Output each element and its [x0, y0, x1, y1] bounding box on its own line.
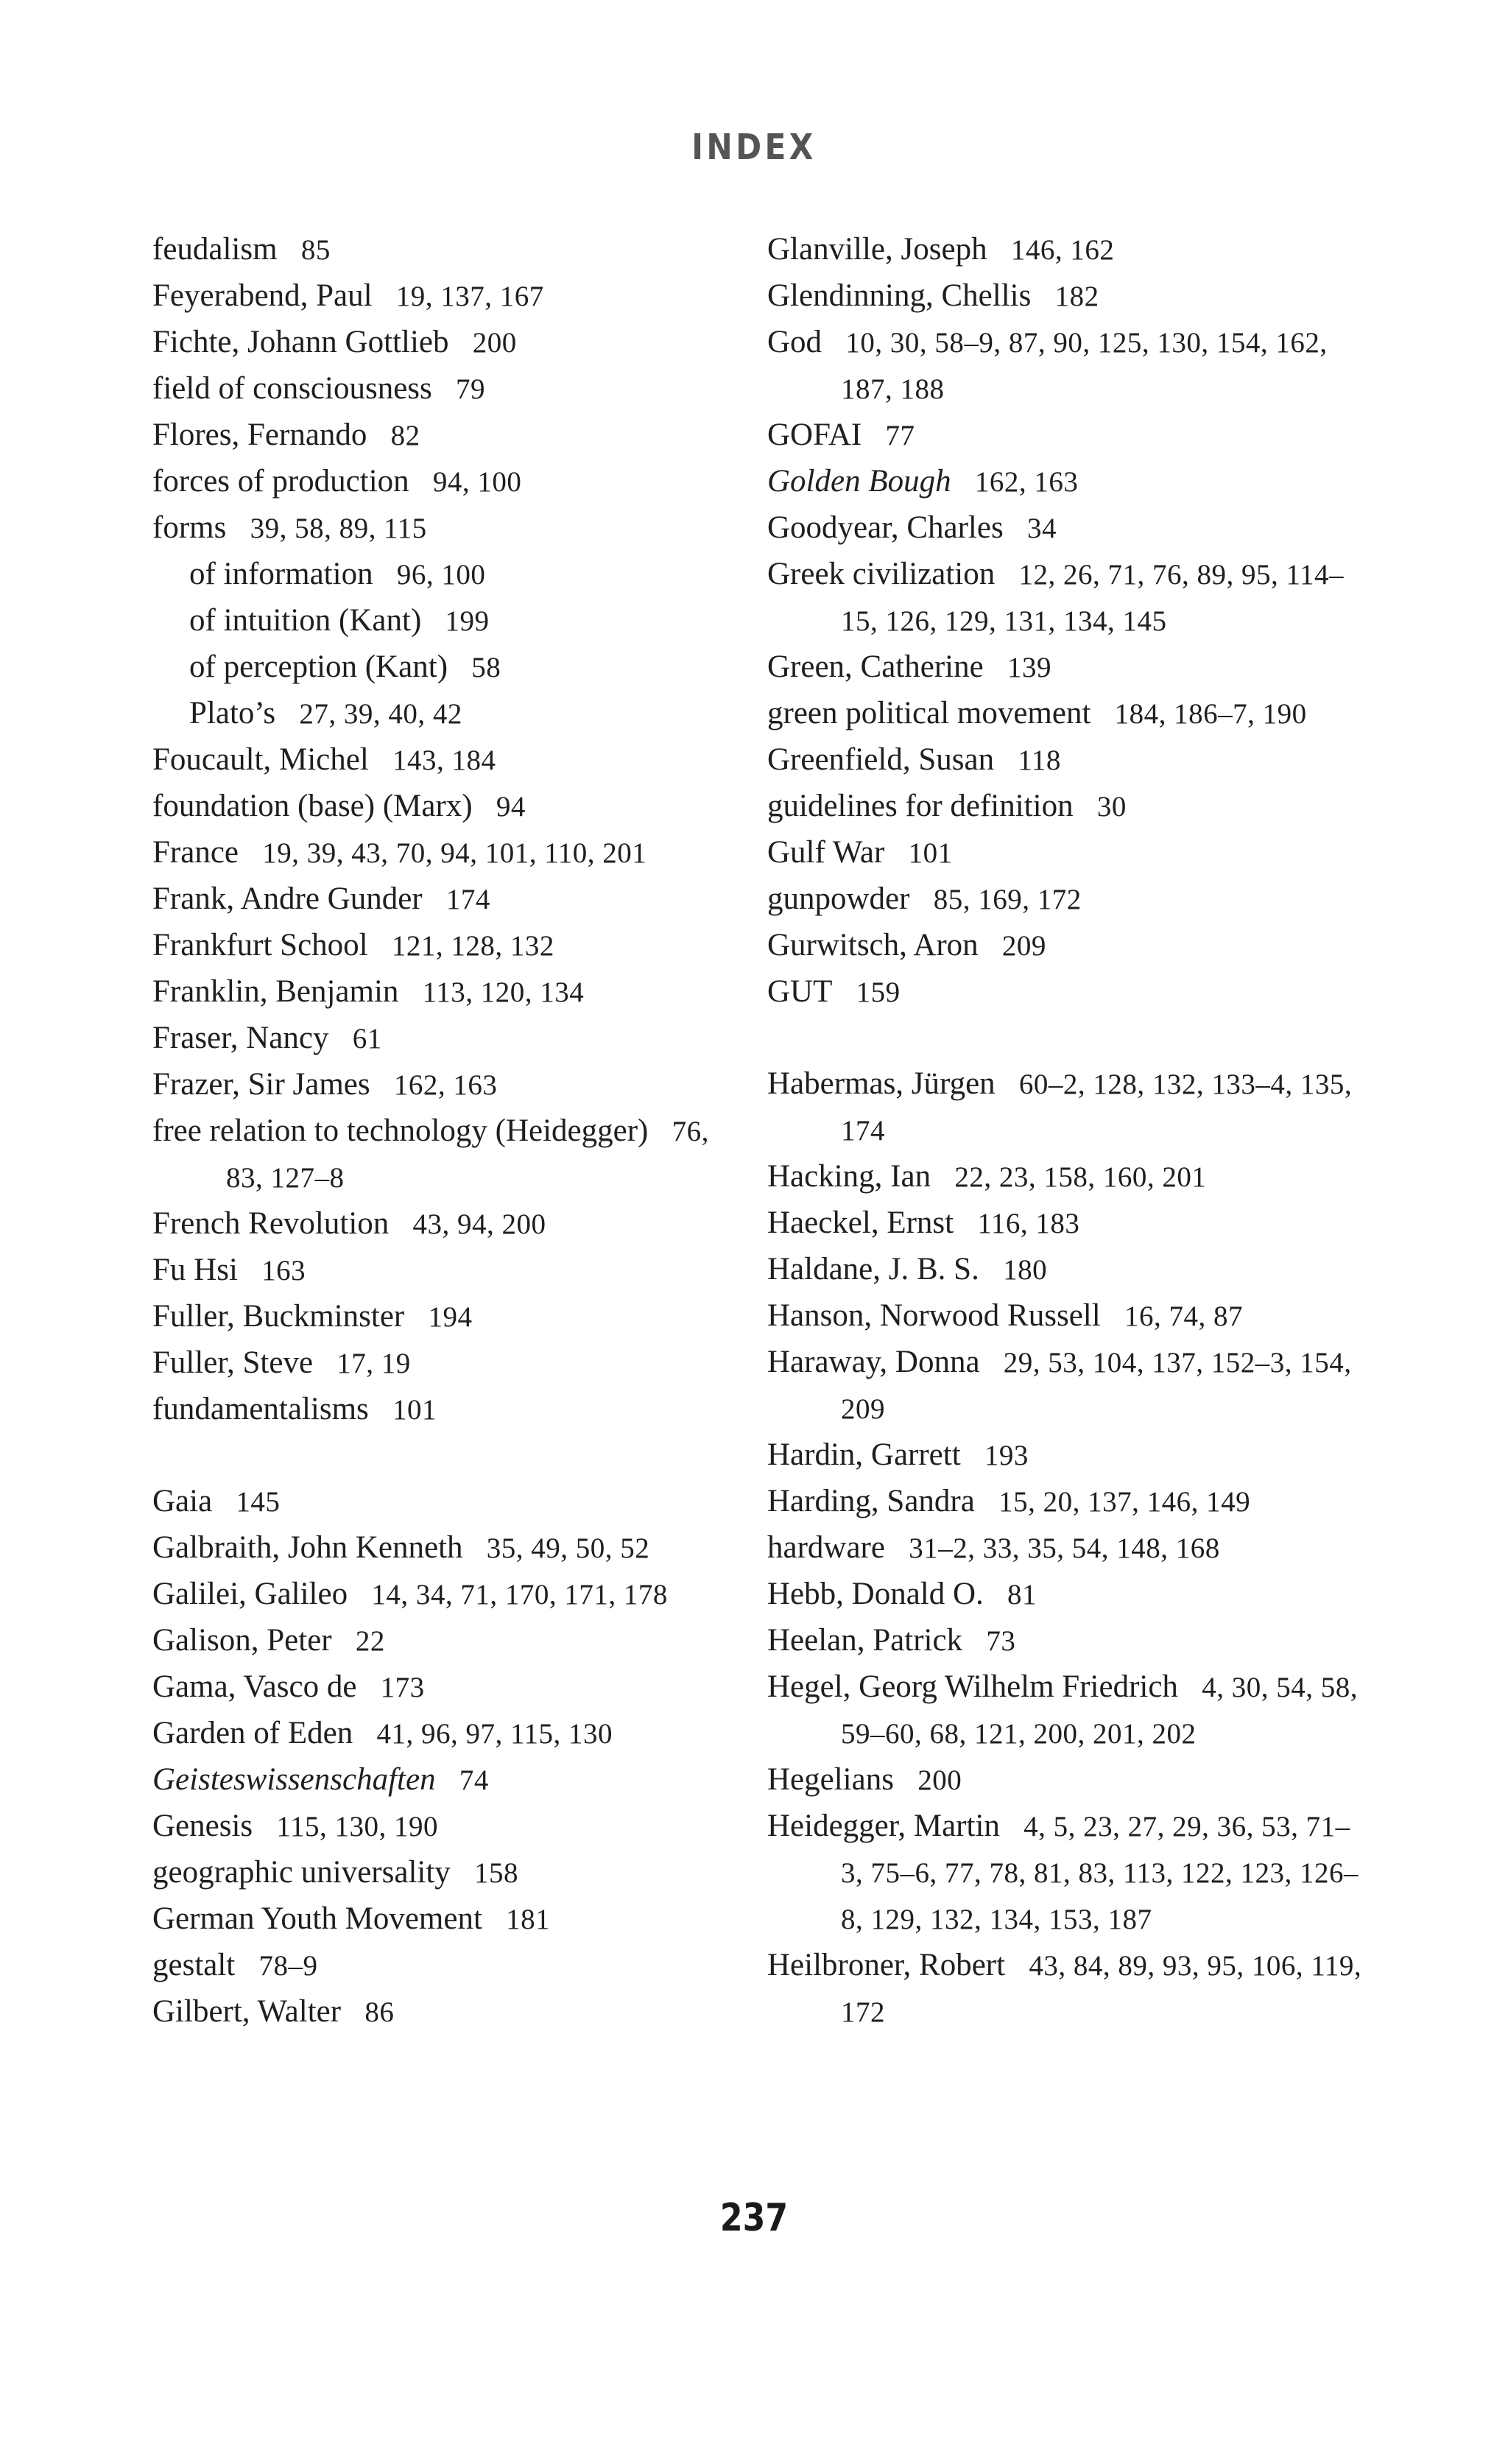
index-page-refs: 77: [885, 420, 915, 451]
index-page-refs: 194: [428, 1301, 473, 1333]
index-page-refs: 73: [986, 1625, 1016, 1657]
index-entry: [152, 1757, 734, 1803]
index-page-refs: 79: [456, 373, 486, 405]
index-entry: [767, 691, 1364, 737]
index-page-refs: 82: [390, 420, 420, 451]
index-page-refs: 181: [506, 1904, 551, 1935]
index-entry: [767, 1757, 1364, 1803]
index-page-refs: 101: [392, 1394, 437, 1426]
index-entry: [767, 1664, 1364, 1757]
index-entry: [767, 969, 1364, 1015]
index-page-refs: 61: [352, 1023, 382, 1055]
index-term: Fuller, Steve: [152, 1345, 314, 1380]
index-page-refs: 200: [472, 327, 517, 359]
index-page-refs: 173: [380, 1672, 425, 1703]
index-term: fundamentalisms: [152, 1392, 369, 1426]
index-entry: [152, 1803, 734, 1850]
index-page-refs: 113, 120, 134: [422, 976, 585, 1008]
index-term: Gama, Vasco de: [152, 1669, 357, 1704]
index-entry: [767, 412, 1364, 459]
index-entry: [152, 1201, 734, 1247]
index-entry: [767, 1247, 1364, 1293]
index-entry: [152, 1664, 734, 1711]
index-term: Hardin, Garrett: [767, 1437, 961, 1472]
index-page-refs: 146, 162: [1010, 234, 1115, 266]
index-term: GOFAI: [767, 418, 862, 452]
index-term: GUT: [767, 974, 833, 1009]
index-term: Harding, Sandra: [767, 1484, 975, 1518]
index-term: Hacking, Ian: [767, 1159, 931, 1194]
index-term: Haeckel, Ernst: [767, 1205, 954, 1240]
index-entry: [767, 552, 1364, 644]
index-term: Geisteswissenschaften: [152, 1762, 436, 1797]
index-subentry: [152, 691, 734, 737]
index-entry: [767, 1061, 1364, 1154]
index-entry: [152, 366, 734, 412]
index-entry: [767, 1293, 1364, 1340]
index-term: Plato’s: [189, 696, 276, 731]
index-term: Foucault, Michel: [152, 742, 369, 777]
index-term: Heelan, Patrick: [767, 1623, 963, 1658]
index-term: Hegelians: [767, 1762, 894, 1797]
index-page-refs: 209: [1001, 930, 1046, 962]
index-page-refs: 14, 34, 71, 170, 171, 178: [371, 1579, 668, 1611]
index-term: Goodyear, Charles: [767, 510, 1004, 545]
index-term: Galison, Peter: [152, 1623, 332, 1658]
index-column-right: [767, 227, 1364, 2035]
index-term: Glanville, Joseph: [767, 232, 987, 267]
index-entry: [767, 1479, 1364, 1525]
index-entry: [767, 320, 1364, 412]
index-page-refs: 43, 84, 89, 93, 95, 106, 119, 172: [841, 1950, 1362, 2028]
index-page-refs: 174: [445, 884, 490, 915]
index-page-refs: 116, 183: [977, 1208, 1080, 1239]
index-term: foundation (base) (Marx): [152, 789, 473, 823]
index-page-refs: 163: [261, 1255, 306, 1286]
index-page-refs: 39, 58, 89, 115: [250, 513, 427, 544]
index-page-refs: 43, 94, 200: [412, 1208, 546, 1240]
index-term: Frank, Andre Gunder: [152, 881, 423, 916]
index-page-refs: 78–9: [258, 1950, 318, 1982]
index-entry: [767, 1154, 1364, 1200]
index-entry: [767, 830, 1364, 876]
index-page-refs: 81: [1007, 1579, 1037, 1611]
letter-group-gap: [767, 1015, 1364, 1061]
index-entry: [152, 1294, 734, 1340]
index-page-refs: 162, 163: [974, 466, 1079, 498]
index-term: field of consciousness: [152, 371, 432, 406]
index-term: of perception (Kant): [189, 650, 448, 684]
index-page-refs: 139: [1007, 652, 1051, 683]
index-term: forces of production: [152, 464, 409, 499]
index-page-refs: 96, 100: [396, 559, 486, 591]
index-entry: [152, 830, 734, 876]
index-entry: [767, 1803, 1364, 1943]
index-entry: [767, 737, 1364, 784]
index-term: forms: [152, 510, 227, 545]
index-entry: [767, 1943, 1364, 2035]
index-entry: [152, 1479, 734, 1525]
index-term: Gurwitsch, Aron: [767, 928, 979, 962]
index-page-refs: 29, 53, 104, 137, 152–3, 154, 209: [841, 1347, 1352, 1425]
index-page-refs: 101: [908, 837, 953, 869]
index-entry: [152, 505, 734, 552]
index-term: Fu Hsi: [152, 1253, 238, 1287]
index-page-refs: 94: [496, 791, 526, 823]
index-page-refs: 180: [1003, 1254, 1048, 1286]
index-entry: [152, 784, 734, 830]
index-page-refs: 4, 5, 23, 27, 29, 36, 53, 71–3, 75–6, 77, 78, 81, 83, 113, 122, 123, 126–8, 129, 132, 134, 153, 187: [841, 1811, 1359, 1935]
index-entry: [767, 1618, 1364, 1664]
index-page-refs: 34: [1026, 513, 1057, 544]
index-term: guidelines for definition: [767, 789, 1074, 823]
index-page-refs: 17, 19: [337, 1348, 411, 1379]
index-page-refs: 16, 74, 87: [1124, 1300, 1243, 1332]
index-page-refs: 143, 184: [392, 745, 496, 776]
index-entry: [152, 1340, 734, 1387]
index-term: Heilbroner, Robert: [767, 1948, 1006, 1982]
index-term: Hegel, Georg Wilhelm Friedrich: [767, 1669, 1178, 1704]
index-term: Franklin, Benjamin: [152, 974, 399, 1009]
index-term: gestalt: [152, 1948, 236, 1982]
index-page-refs: 31–2, 33, 35, 54, 148, 168: [909, 1532, 1220, 1564]
index-entry: [152, 1896, 734, 1943]
index-page-refs: 85: [300, 234, 331, 266]
index-term: green political movement: [767, 696, 1091, 731]
index-term: Haldane, J. B. S.: [767, 1252, 979, 1286]
letter-group-gap: [152, 1433, 734, 1479]
index-entry: [152, 1525, 734, 1571]
index-term: hardware: [767, 1530, 885, 1565]
index-term: feudalism: [152, 232, 278, 267]
index-entry: [767, 923, 1364, 969]
index-term: Hanson, Norwood Russell: [767, 1298, 1101, 1333]
index-page-refs: 74: [459, 1764, 489, 1796]
index-entry: [767, 459, 1364, 505]
index-page-refs: 4, 30, 54, 58, 59–60, 68, 121, 200, 201, 202: [841, 1672, 1358, 1750]
index-term: of information: [189, 557, 373, 591]
index-page-refs: 35, 49, 50, 52: [486, 1532, 650, 1564]
index-term: Fuller, Buckminster: [152, 1299, 405, 1334]
index-page-refs: 22: [355, 1625, 385, 1657]
index-page-refs: 193: [984, 1440, 1029, 1471]
index-entry: [152, 227, 734, 273]
index-term: Flores, Fernando: [152, 418, 367, 452]
index-entry: [152, 1015, 734, 1062]
index-subentry: [152, 552, 734, 598]
index-page-refs: 15, 20, 137, 146, 149: [998, 1486, 1251, 1518]
index-term: Haraway, Donna: [767, 1345, 980, 1379]
index-term: Glendinning, Chellis: [767, 278, 1032, 313]
index-page-refs: 159: [856, 976, 901, 1008]
index-term: Garden of Eden: [152, 1716, 353, 1750]
index-term: free relation to technology (Heidegger): [152, 1113, 649, 1148]
index-term: geographic universality: [152, 1855, 451, 1890]
index-entry: [152, 1247, 734, 1294]
index-term: Feyerabend, Paul: [152, 278, 373, 313]
index-entry: [767, 876, 1364, 923]
index-term: Galilei, Galileo: [152, 1577, 348, 1611]
index-page-refs: 118: [1018, 745, 1061, 776]
index-term: Greenfield, Susan: [767, 742, 995, 777]
index-page-refs: 30: [1096, 791, 1127, 823]
index-entry: [152, 1989, 734, 2035]
index-entry: [152, 969, 734, 1015]
index-page-refs: 12, 26, 71, 76, 89, 95, 114–15, 126, 129, 131, 134, 145: [841, 559, 1345, 637]
index-term: Genesis: [152, 1809, 253, 1843]
index-entry: [152, 1387, 734, 1433]
index-term: Gilbert, Walter: [152, 1994, 342, 2029]
index-term: Fraser, Nancy: [152, 1021, 329, 1055]
index-subentry: [152, 644, 734, 691]
index-entry: [152, 459, 734, 505]
index-term: Gaia: [152, 1484, 213, 1518]
index-term: Heidegger, Martin: [767, 1809, 1000, 1843]
index-page-refs: 10, 30, 58–9, 87, 90, 125, 130, 154, 162, 187, 188: [841, 327, 1328, 405]
index-term: Golden Bough: [767, 464, 951, 499]
index-entry: [767, 1571, 1364, 1618]
page-number: 237: [719, 2196, 789, 2240]
index-page-refs: 162, 163: [393, 1069, 498, 1101]
index-term: Habermas, Jürgen: [767, 1066, 996, 1101]
index-page-refs: 115, 130, 190: [276, 1811, 438, 1842]
index-entry: [152, 876, 734, 923]
index-term: Hebb, Donald O.: [767, 1577, 984, 1611]
index-term: France: [152, 835, 239, 870]
index-page-refs: 158: [474, 1857, 519, 1889]
index-term: God: [767, 325, 822, 359]
index-entry: [152, 737, 734, 784]
index-term: French Revolution: [152, 1206, 390, 1241]
index-entry: [767, 273, 1364, 320]
index-page-refs: 19, 39, 43, 70, 94, 101, 110, 201: [262, 837, 647, 869]
index-page-refs: 199: [445, 605, 490, 637]
index-page-refs: 85, 169, 172: [933, 884, 1082, 915]
index-page-refs: 41, 96, 97, 115, 130: [376, 1718, 613, 1750]
index-entry: [767, 227, 1364, 273]
index-page-refs: 86: [364, 1996, 395, 2028]
index-entry: [152, 1850, 734, 1896]
index-entry: [767, 505, 1364, 552]
index-term: Greek civilization: [767, 557, 996, 591]
index-entry: [152, 1108, 734, 1201]
index-entry: [152, 923, 734, 969]
index-entry: [767, 644, 1364, 691]
index-page-refs: 145: [236, 1486, 281, 1518]
index-entry: [152, 1711, 734, 1757]
index-entry: [767, 1200, 1364, 1247]
index-page-refs: 58: [471, 652, 501, 683]
index-entry: [152, 320, 734, 366]
index-entry: [767, 1525, 1364, 1571]
index-entry: [152, 412, 734, 459]
index-page-refs: 182: [1054, 281, 1099, 312]
index-page-refs: 200: [917, 1764, 962, 1796]
index-term: of intuition (Kant): [189, 603, 422, 638]
index-term: German Youth Movement: [152, 1901, 482, 1936]
index-entry: [152, 1943, 734, 1989]
index-page-refs: 76, 83, 127–8: [226, 1116, 709, 1194]
index-entry: [152, 1618, 734, 1664]
index-term: Gulf War: [767, 835, 885, 870]
index-page-refs: 60–2, 128, 132, 133–4, 135, 174: [841, 1069, 1353, 1147]
running-head: INDEX: [691, 127, 817, 168]
index-page-refs: 184, 186–7, 190: [1114, 698, 1307, 730]
index-page-refs: 27, 39, 40, 42: [299, 698, 462, 730]
index-column-left: [152, 227, 734, 2035]
index-term: Frazer, Sir James: [152, 1067, 370, 1102]
index-term: Green, Catherine: [767, 650, 984, 684]
index-entry: [152, 1062, 734, 1108]
index-page-refs: 22, 23, 158, 160, 201: [954, 1161, 1207, 1193]
index-entry: [767, 1432, 1364, 1479]
index-term: gunpowder: [767, 881, 910, 916]
index-subentry: [152, 598, 734, 644]
index-entry: [767, 784, 1364, 830]
index-entry: [152, 273, 734, 320]
index-page-refs: 121, 128, 132: [391, 930, 554, 962]
index-term: Frankfurt School: [152, 928, 368, 962]
index-term: Galbraith, John Kenneth: [152, 1530, 463, 1565]
index-page-refs: 19, 137, 167: [395, 281, 544, 312]
index-term: Fichte, Johann Gottlieb: [152, 325, 449, 359]
index-entry: [767, 1340, 1364, 1432]
index-entry: [152, 1571, 734, 1618]
index-page-refs: 94, 100: [432, 466, 522, 498]
